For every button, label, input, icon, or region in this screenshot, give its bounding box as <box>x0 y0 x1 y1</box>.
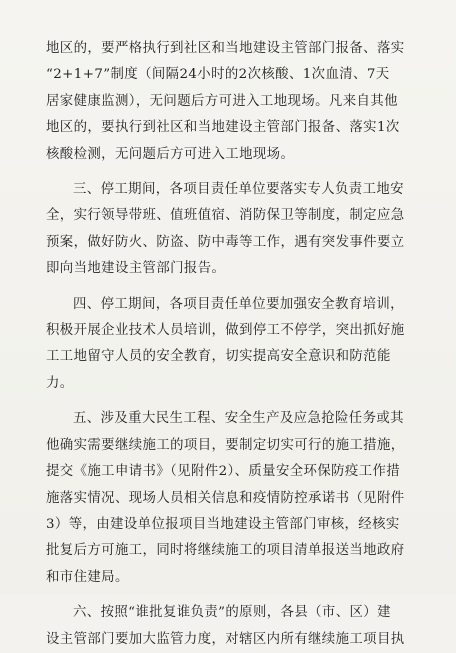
text-line: 居家健康监测），无问题后方可进入工地现场。凡来自其他 <box>46 93 398 109</box>
text-line: 力。 <box>46 375 74 391</box>
text-line: 他确实需要继续施工的项目，要制定切实可行的施工措施， <box>46 437 405 453</box>
text-line: 预案，做好防火、防盗、防中毒等工作，遇有突发事件要立 <box>46 234 405 250</box>
text-line: 批复后方可施工，同时将继续施工的项目清单报送当地政府 <box>46 543 405 559</box>
text-line: 施落实情况、现场人员相关信息和疫情防控承诺书（见附件 <box>46 490 405 506</box>
text-line: 3）等，由建设单位报项目当地建设主管部门审核，经核实 <box>46 516 400 532</box>
paragraph-gap <box>46 283 420 292</box>
text-line: 设主管部门要加大监管力度，对辖区内所有继续施工项目执 <box>46 631 405 647</box>
text-line: 地区的，要严格执行到社区和当地建设主管部门报备、落实 <box>46 41 405 56</box>
text-line: 即向当地建设主管部门报告。 <box>46 261 226 277</box>
paragraph-five-start: 五、涉及重大民生工程、安全生产及应急抢险任务或其 <box>73 411 404 427</box>
paragraph-gap <box>46 591 420 600</box>
text-line: 提交《施工申请书》（见附件2）、质量安全环保防疫工作措 <box>46 464 401 480</box>
paragraph-six-start: 六、按照“谁批复谁负责”的原则，各县（市、区）建 <box>73 605 391 621</box>
paragraph-gap <box>46 397 420 406</box>
text-line: “2+1+7”制度（间隔24小时的2次核酸、1次血清、7天 <box>46 67 390 83</box>
text-line: 工工地留守人员的安全教育，切实提高安全意识和防范能 <box>46 349 391 365</box>
text-line: 核酸检测，无问题后方可进入工地现场。 <box>46 146 295 162</box>
text-line: 地区的，要执行到社区和当地建设主管部门报备、落实1次 <box>46 120 400 136</box>
paragraph-four-start: 四、停工期间，各项目责任单位要加强安全教育培训， <box>73 296 404 312</box>
text-line: 全，实行领导带班、值班值宿、消防保卫等制度，制定应急 <box>46 208 405 224</box>
paragraph-gap <box>46 168 420 177</box>
text-line: 积极开展企业技术人员培训，做到停工不停学，突出抓好施 <box>46 323 405 339</box>
text-line: 和市住建局。 <box>46 569 129 585</box>
paragraph-three-start: 三、停工期间，各项目责任单位要落实专人负责工地安 <box>73 182 404 198</box>
